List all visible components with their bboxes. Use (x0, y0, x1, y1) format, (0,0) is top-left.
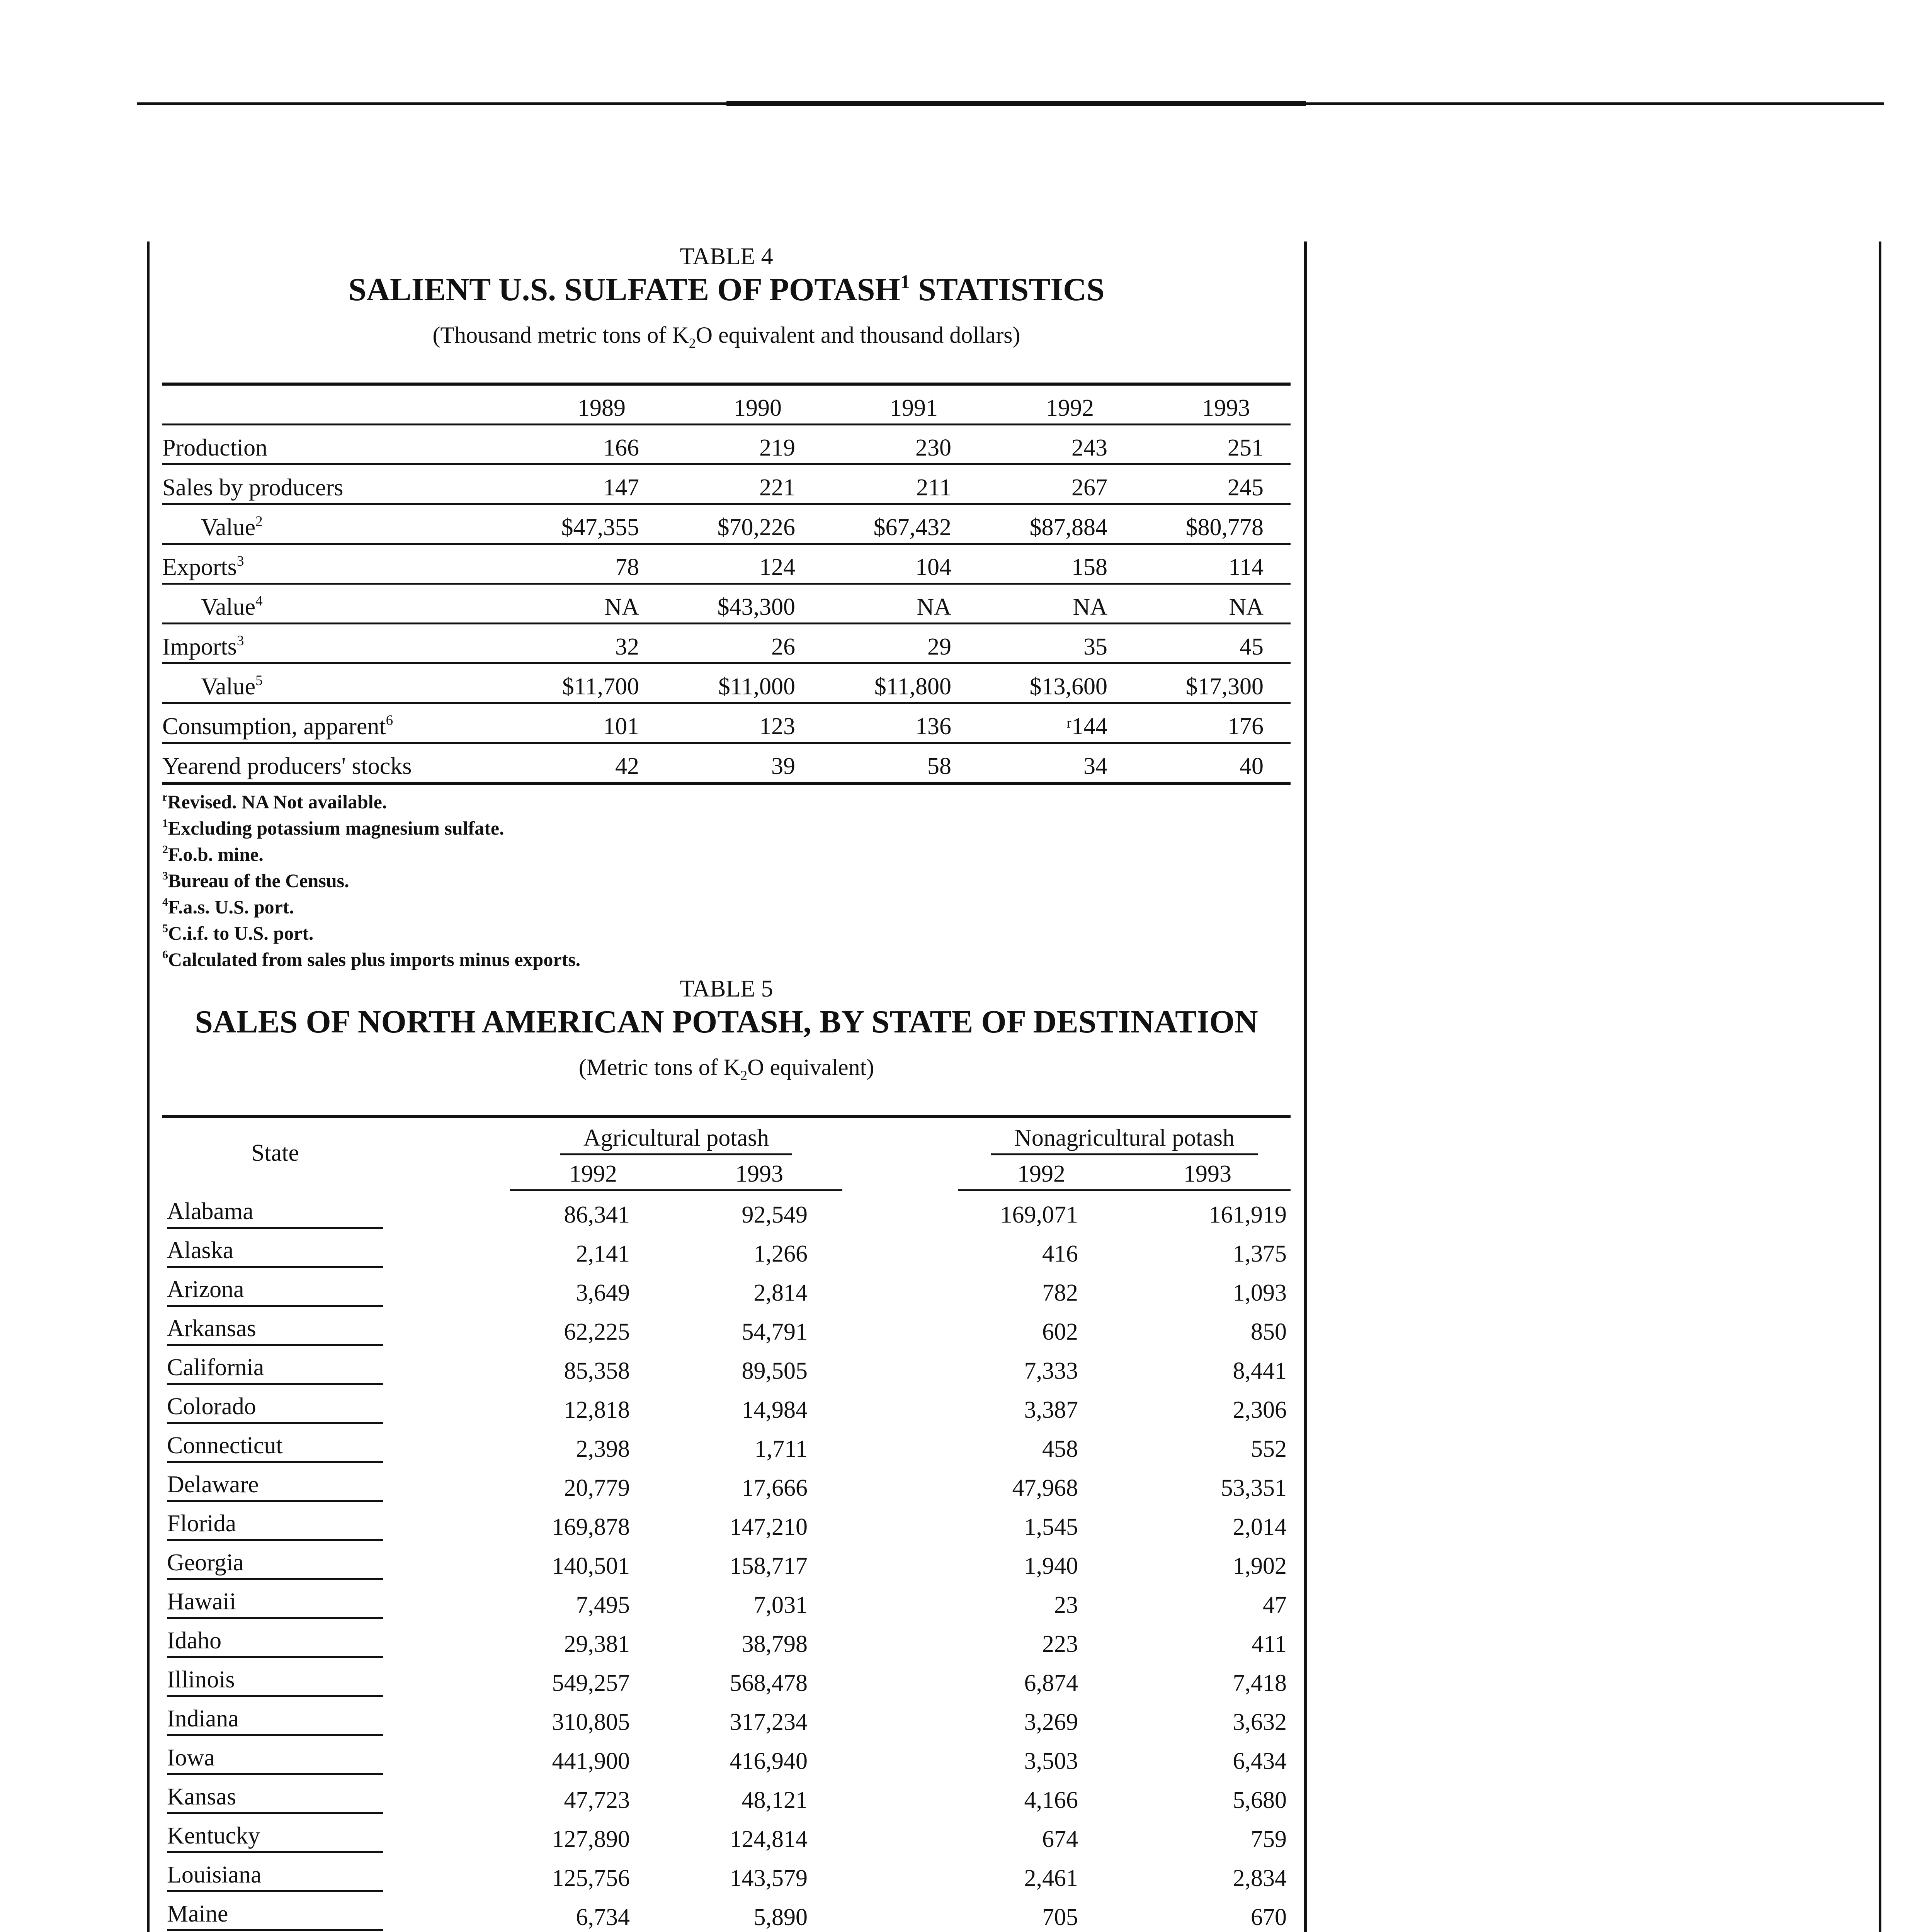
table4-cell: $11,700 (510, 663, 666, 703)
table5-row (162, 1894, 1291, 1932)
table5-state-name: Hawaii (167, 1588, 383, 1619)
table5-cell: 53,351 (1221, 1475, 1287, 1501)
table5-state-name: Illinois (167, 1666, 383, 1697)
table5-cell: 47,968 (1012, 1475, 1078, 1501)
table4-row-label: Exports$^3$ (162, 544, 510, 583)
table5-state-name: Colorado (167, 1393, 383, 1424)
table5-cell: 416 (1042, 1240, 1078, 1267)
table5-cell: 1,375 (1233, 1240, 1287, 1267)
table5-cell: 670 (1251, 1904, 1287, 1930)
table5-state-name: Florida (167, 1510, 383, 1541)
table5-cell: 310,805 (552, 1709, 630, 1735)
table4-cell: 45 (1134, 623, 1291, 663)
table5-cell: 47 (1263, 1592, 1287, 1618)
table4-title: SALIENT U.S. SULFATE OF POTASH$^1$ STATISTICS (348, 270, 1105, 308)
table4-row (162, 464, 1291, 504)
column-rule-middle (1304, 242, 1307, 1932)
table5-group-nonagricultural: Nonagricultural potash (958, 1116, 1291, 1157)
table5-cell: 8,441 (1233, 1357, 1287, 1384)
table5-row (162, 1464, 1291, 1503)
table5-year: 1993 (676, 1157, 842, 1190)
table5-cell: 223 (1042, 1631, 1078, 1657)
table5-cell: 549,257 (552, 1670, 630, 1696)
table4-footnote: $^r$Revised. NA Not available. (162, 791, 387, 813)
table4-row (162, 623, 1291, 663)
table4-row (162, 504, 1291, 544)
table4-header-row (162, 384, 1291, 425)
table5-state-header: State (251, 1139, 299, 1166)
table4-block (162, 243, 1291, 973)
table4-year: 1989 (510, 384, 666, 425)
table5-cell: 3,503 (1024, 1748, 1078, 1774)
table5-cell: 6,734 (576, 1904, 630, 1930)
table5-group-row (162, 1116, 1291, 1157)
table4-row-label: Yearend producers' stocks (162, 743, 510, 783)
table4-cell: 40 (1134, 743, 1291, 783)
table4-cell: 158 (978, 544, 1134, 583)
table5-cell: 127,890 (552, 1826, 630, 1852)
table4-footnote: $^6$Calculated from sales plus imports minus exports. (162, 948, 581, 970)
table5-cell: 86,341 (564, 1201, 630, 1228)
table4-cell: $47,355 (510, 504, 666, 544)
table4-year: 1992 (978, 384, 1134, 425)
table5-state-name: Maine (167, 1900, 383, 1931)
table4-cell: 245 (1134, 464, 1291, 504)
table5-cell: 705 (1042, 1904, 1078, 1930)
table4-cell: 58 (822, 743, 978, 783)
table5-state-name: Delaware (167, 1471, 383, 1502)
table4-cell: 26 (666, 623, 822, 663)
table4-footnote: $^2$F.o.b. mine. (162, 843, 264, 865)
table5-row (162, 1621, 1291, 1660)
table4-cell: 124 (666, 544, 822, 583)
table4-cell: $67,432 (822, 504, 978, 544)
table5-row (162, 1230, 1291, 1269)
table4-cell: 78 (510, 544, 666, 583)
table5-row (162, 1190, 1291, 1230)
table5-cell: 7,333 (1024, 1357, 1078, 1384)
table5-row (162, 1269, 1291, 1308)
table5-cell: 14,984 (742, 1396, 808, 1423)
table4-cell: $70,226 (666, 504, 822, 544)
table4-cell: 35 (978, 623, 1134, 663)
table4-cell: 176 (1134, 703, 1291, 743)
table5-state-name: Arizona (167, 1276, 383, 1307)
table5-cell: 147,210 (730, 1514, 808, 1540)
table5-cell: 2,306 (1233, 1396, 1287, 1423)
table4-cell: 136 (822, 703, 978, 743)
table5-cell: 3,649 (576, 1279, 630, 1306)
table4-label: TABLE 4 (680, 243, 773, 270)
table5-state-name: Idaho (167, 1627, 383, 1658)
table5-state-name: California (167, 1354, 383, 1385)
table5-cell: 5,890 (753, 1904, 808, 1930)
table5-cell: 568,478 (730, 1670, 808, 1696)
table5-state-name: Arkansas (167, 1315, 383, 1346)
table4-row-label: Consumption, apparent$^6$ (162, 703, 510, 743)
table5-state-name: Kentucky (167, 1822, 383, 1853)
table5-cell: 1,940 (1024, 1553, 1078, 1579)
table5-cell: 3,269 (1024, 1709, 1078, 1735)
table4-cell: ʳ144 (978, 703, 1134, 743)
table4-footnote: $^4$F.a.s. U.S. port. (162, 896, 294, 918)
table5-row (162, 1425, 1291, 1464)
table4-cell: 34 (978, 743, 1134, 783)
table5-cell: 411 (1252, 1631, 1287, 1657)
table5-cell: 92,549 (742, 1201, 808, 1228)
column-rule-left (147, 242, 150, 1932)
table4-subtitle: (Thousand metric tons of $K_2O$ equivalent and thousand dollars) (432, 322, 1020, 351)
table4-row (162, 424, 1291, 464)
table5-cell: 29,381 (564, 1631, 630, 1657)
table5-cell: 7,495 (576, 1592, 630, 1618)
table5-cell: 47,723 (564, 1787, 630, 1813)
table5-cell: 158,717 (730, 1553, 808, 1579)
table5-cell: 4,166 (1024, 1787, 1078, 1813)
table5-cell: 2,141 (576, 1240, 630, 1267)
table5-cell: 140,501 (552, 1553, 630, 1579)
table4-row-label: Imports$^3$ (162, 623, 510, 663)
table5-row (162, 1386, 1291, 1425)
table4-row-label: Value$^2$ (162, 504, 510, 544)
table5-cell: 3,387 (1024, 1396, 1078, 1423)
table5-state-name: Alabama (167, 1198, 383, 1229)
table5-cell: 85,358 (564, 1357, 630, 1384)
table5-cell: 2,834 (1233, 1865, 1287, 1891)
table5-cell: 169,878 (552, 1514, 630, 1540)
table4-cell: 221 (666, 464, 822, 504)
table4-cell: 166 (510, 424, 666, 464)
table4-year: 1993 (1134, 384, 1291, 425)
table5-cell: 1,711 (754, 1435, 808, 1462)
table5-cell: 782 (1042, 1279, 1078, 1306)
table4-cell: $87,884 (978, 504, 1134, 544)
table5-row (162, 1660, 1291, 1699)
table4-cell: 211 (822, 464, 978, 504)
table5-state-name: Connecticut (167, 1432, 383, 1463)
table5-row (162, 1816, 1291, 1855)
table5-cell: 89,505 (742, 1357, 808, 1384)
table5-cell: 54,791 (742, 1318, 808, 1345)
table5-row (162, 1699, 1291, 1738)
table4-cell: 219 (666, 424, 822, 464)
table5-row (162, 1855, 1291, 1894)
table4-footnotes (162, 789, 1291, 973)
table5-label: TABLE 5 (680, 976, 773, 1002)
table5-state-name: Alaska (167, 1237, 383, 1268)
table4-cell: $11,000 (666, 663, 822, 703)
table4-footnote: $^5$C.i.f. to U.S. port. (162, 922, 314, 944)
table5-row (162, 1738, 1291, 1777)
table5-state-name: Louisiana (167, 1861, 383, 1892)
table4 (162, 383, 1291, 785)
table5 (162, 1115, 1291, 1932)
table5-cell: 2,398 (576, 1435, 630, 1462)
table5-cell: 12,818 (564, 1396, 630, 1423)
table5-cell: 169,071 (1000, 1201, 1078, 1228)
table5-cell: 161,919 (1209, 1201, 1287, 1228)
table5-cell: 1,093 (1233, 1279, 1287, 1306)
table4-cell: 42 (510, 743, 666, 783)
table4-cell: 267 (978, 464, 1134, 504)
table5-row (162, 1308, 1291, 1347)
table5-cell: 125,756 (552, 1865, 630, 1891)
table5-row (162, 1582, 1291, 1621)
table4-cell: $13,600 (978, 663, 1134, 703)
table4-cell: 29 (822, 623, 978, 663)
table4-year: 1991 (822, 384, 978, 425)
table5-cell: 317,234 (730, 1709, 808, 1735)
table4-row (162, 583, 1291, 623)
table4-cell: 251 (1134, 424, 1291, 464)
table4-row (162, 703, 1291, 743)
column-rule-right (1879, 242, 1881, 1932)
table5-cell: 6,434 (1233, 1748, 1287, 1774)
table5-cell: 20,779 (564, 1475, 630, 1501)
table5-year: 1992 (510, 1157, 676, 1190)
table5-cell: 759 (1251, 1826, 1287, 1852)
table5-cell: 674 (1042, 1826, 1078, 1852)
top-rule-accent (726, 101, 1306, 106)
table5-cell: 38,798 (742, 1631, 808, 1657)
table5-cell: 124,814 (730, 1826, 808, 1852)
table4-cell: NA (822, 583, 978, 623)
table5-row (162, 1777, 1291, 1816)
table5-group-agricultural: Agricultural potash (510, 1116, 842, 1157)
table4-cell: $17,300 (1134, 663, 1291, 703)
table4-cell: 243 (978, 424, 1134, 464)
table5-cell: 850 (1251, 1318, 1287, 1345)
table5-year: 1993 (1124, 1157, 1291, 1190)
table5-state-name: Kansas (167, 1783, 383, 1814)
table4-row-label: Production (162, 424, 510, 464)
table4-year: 1990 (666, 384, 822, 425)
table4-cell: $80,778 (1134, 504, 1291, 544)
table4-row-label: Sales by producers (162, 464, 510, 504)
table5-title: SALES OF NORTH AMERICAN POTASH, BY STATE OF DESTINATION (195, 1004, 1258, 1040)
table4-cell: $43,300 (666, 583, 822, 623)
table5-state-name: Iowa (167, 1744, 383, 1775)
table5-cell: 458 (1042, 1435, 1078, 1462)
table4-cell: 230 (822, 424, 978, 464)
table5-row (162, 1503, 1291, 1543)
table5-cell: 441,900 (552, 1748, 630, 1774)
table5-block (162, 976, 1291, 1932)
table4-cell: 123 (666, 703, 822, 743)
table4-cell: 32 (510, 623, 666, 663)
table5-cell: 1,266 (753, 1240, 808, 1267)
table5-cell: 48,121 (742, 1787, 808, 1813)
table4-row (162, 544, 1291, 583)
table4-cell: 147 (510, 464, 666, 504)
table5-cell: 3,632 (1233, 1709, 1287, 1735)
table5-cell: 1,545 (1024, 1514, 1078, 1540)
table4-footnote: $^3$Bureau of the Census. (162, 869, 349, 891)
table5-cell: 2,014 (1233, 1514, 1287, 1540)
table4-cell: NA (510, 583, 666, 623)
table4-row-label: Value$^4$ (162, 583, 510, 623)
table5-state-name: Georgia (167, 1549, 383, 1580)
table4-footnote: $^1$Excluding potassium magnesium sulfate. (162, 817, 504, 839)
table5-cell: 416,940 (730, 1748, 808, 1774)
table4-cell: 114 (1134, 544, 1291, 583)
table5-cell: 23 (1054, 1592, 1078, 1618)
table5-state-name: Indiana (167, 1705, 383, 1736)
table5-cell: 143,579 (730, 1865, 808, 1891)
table5-cell: 2,814 (753, 1279, 808, 1306)
table5-year: 1992 (958, 1157, 1124, 1190)
table4-row (162, 743, 1291, 783)
table5-row (162, 1347, 1291, 1386)
table5-cell: 7,031 (753, 1592, 808, 1618)
table5-cell: 17,666 (742, 1475, 808, 1501)
table4-cell: NA (1134, 583, 1291, 623)
table5-subtitle: (Metric tons of $K_2O$ equivalent) (578, 1054, 874, 1083)
table5-row (162, 1543, 1291, 1582)
table4-cell: NA (978, 583, 1134, 623)
table5-cell: 6,874 (1024, 1670, 1078, 1696)
table5-cell: 602 (1042, 1318, 1078, 1345)
table4-row-label: Value$^5$ (162, 663, 510, 703)
table5-cell: 7,418 (1233, 1670, 1287, 1696)
table4-cell: $11,800 (822, 663, 978, 703)
table5-cell: 62,225 (564, 1318, 630, 1345)
table4-row (162, 663, 1291, 703)
table5-cell: 552 (1251, 1435, 1287, 1462)
table4-cell: 39 (666, 743, 822, 783)
table4-cell: 104 (822, 544, 978, 583)
table5-cell: 1,902 (1233, 1553, 1287, 1579)
table5-cell: 2,461 (1024, 1865, 1078, 1891)
table4-cell: 101 (510, 703, 666, 743)
table5-cell: 5,680 (1233, 1787, 1287, 1813)
